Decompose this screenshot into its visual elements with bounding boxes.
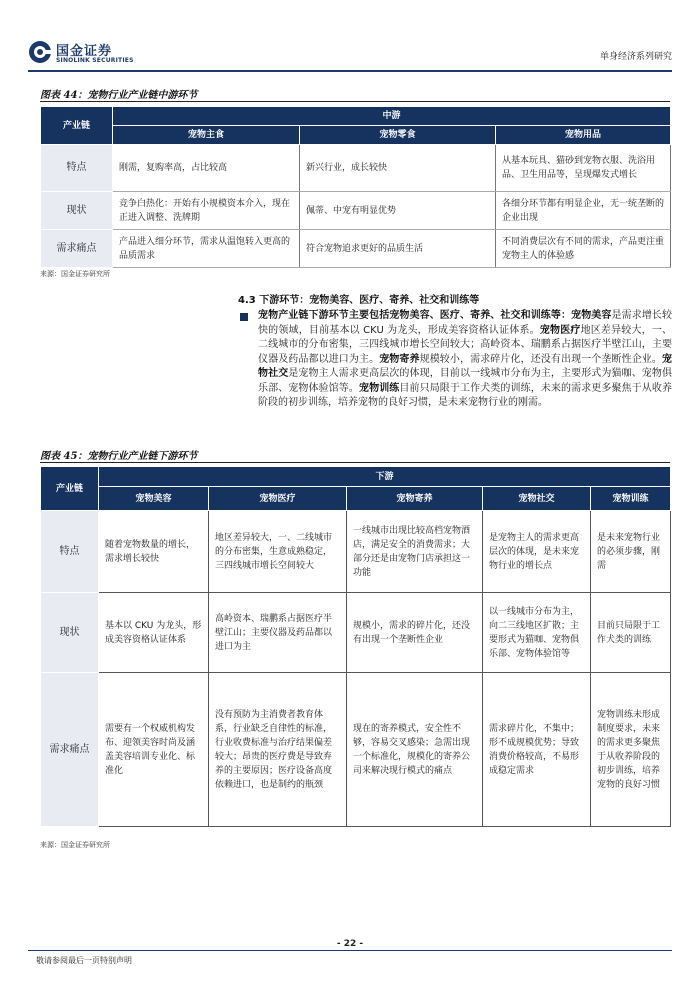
table-cell: 不同消费层次有不同的需求，产品更注重宠物主人的体验感	[496, 230, 671, 268]
body-sentence: 是需求增长较快的领域，目前基本以 CKU 为龙头，形成美容资格认证体系。	[258, 310, 673, 336]
table-corner-header: 产业链	[41, 107, 113, 145]
table-cell: 产品进入细分环节，需求从温饱转入更高的品质需求	[113, 230, 300, 268]
body-sentence: 目前只局限于工作犬类的训练，未来的需求更多聚焦于从收养阶段的初步训练，培养宠物的良好习惯，是未来宠物行业的刚需。	[258, 382, 673, 408]
column-header: 宠物医疗	[209, 487, 347, 511]
table-cell: 没有预防为主消费者教育体系，行业缺乏自律性的标准，行业收费标准与治疗结果偏差较大；昂贵的医疗费是导致弃养的主要原因；医疗设备高度依赖进口，也是制约的瓶颈	[209, 673, 347, 827]
figure-44-source: 来源：国金证券研究所	[40, 270, 110, 278]
table-row	[41, 230, 671, 268]
row-label: 需求痛点	[41, 673, 99, 827]
page-number: - 22 -	[336, 939, 364, 949]
body-sentence: 是宠物主人需求更高层次的体现，目前以一线城市分布为主，主要形式为猫咖、宠物俱乐部、宠物体验馆等。	[258, 368, 673, 394]
column-header: 宠物社交	[483, 487, 591, 511]
bullet-square-icon	[240, 313, 248, 321]
row-label: 需求痛点	[41, 230, 113, 268]
row-label: 特点	[41, 145, 113, 192]
figure-45-title: 图表 45：宠物行业产业链下游环节	[40, 447, 670, 463]
term-pet-boarding: 宠物寄养	[379, 353, 420, 365]
table-cell: 地区差异较大，一、二线城市的分布密集，生意成熟稳定，三四线城市增长空间较大	[209, 511, 347, 593]
table-cell: 是宠物主人的需求更高层次的体现，是未来宠物行业的增长点	[483, 511, 591, 593]
row-label: 现状	[41, 593, 99, 673]
table-cell: 佩蒂、中宠有明显优势	[300, 192, 496, 230]
report-series: 单身经济系列研究	[599, 52, 672, 62]
brand-name-cn: 国金证券	[56, 44, 113, 59]
column-header: 宠物零食	[300, 126, 496, 145]
figure-44-title: 图表 44：宠物行业产业链中游环节	[40, 86, 670, 102]
body-lead: 宠物产业链下游环节主要包括宠物美容、医疗、寄养、社交和训练等：	[258, 310, 572, 321]
column-header: 宠物用品	[496, 126, 671, 145]
table-cell: 随着宠物数量的增长，需求增长较快	[99, 511, 209, 593]
table-cell: 是未来宠物行业的必须步骤，刚需	[591, 511, 671, 593]
sinolink-logo-icon	[28, 40, 52, 64]
term-pet-social: 宠物社交	[258, 353, 673, 379]
table-cell: 竞争白热化：开始有小规模资本介入，现在正进入调整、洗牌期	[113, 192, 300, 230]
table-cell: 需要有一个权威机构发布、迎领美容时尚及涵盖美容培训专业化、标准化	[99, 673, 209, 827]
header-divider	[28, 70, 672, 72]
column-header: 宠物美容	[99, 487, 209, 511]
table-cell: 目前只局限于工作犬类的训练	[591, 593, 671, 673]
table-cell: 从基本玩具、猫砂到宠物衣服、洗浴用品、卫生用品等，呈现爆发式增长	[496, 145, 671, 192]
term-pet-training: 宠物训练	[359, 382, 400, 394]
table-cell: 刚需，复购率高，占比较高	[113, 145, 300, 192]
disclaimer-note: 敬请参阅最后一页特别声明	[36, 956, 132, 965]
page-header	[28, 36, 672, 70]
table-cell: 基本以 CKU 为龙头，形成美容资格认证体系	[99, 593, 209, 673]
table-cell: 高岭资本、瑞鹏系占据医疗半壁江山；主要仪器及药品都以进口为主	[209, 593, 347, 673]
table-cell: 需求碎片化，不集中；形不成规模优势；导致消费价格较高，不易形成稳定需求	[483, 673, 591, 827]
table-cell: 各细分环节都有明显企业，无一统垄断的企业出现	[496, 192, 671, 230]
table-cell: 规模小，需求的碎片化，还没有出现一个垄断性企业	[347, 593, 483, 673]
body-sentence: 规模较小，需求碎片化，还没有出现一个垄断性企业。	[419, 353, 663, 365]
table-cell: 一线城市出现比较高档宠物酒店，满足安全的消费需求；大部分还是由宠物门店承担这一功能	[347, 511, 483, 593]
table-corner-header: 产业链	[41, 467, 99, 511]
column-header: 宠物主食	[113, 126, 300, 145]
column-header: 宠物训练	[591, 487, 671, 511]
table-cell: 宠物训练未形成制度要求，未来的需求更多聚焦于从收养阶段的初步训练，培养宠物的良好习惯	[591, 673, 671, 827]
table-row	[41, 673, 671, 827]
brand-logo	[28, 38, 178, 68]
group-header: 中游	[113, 107, 671, 126]
brand-name-en: SINOLINK SECURITIES	[56, 57, 134, 64]
term-pet-grooming: 宠物美容	[571, 310, 612, 321]
column-header: 宠物寄养	[347, 487, 483, 511]
table-cell: 现在的寄养模式，安全性不够，容易交叉感染；急需出现一个标准化，规模化的寄养公司来解决现行模式的痛点	[347, 673, 483, 827]
table-row	[41, 511, 671, 593]
group-header: 下游	[99, 467, 671, 487]
table-row	[41, 593, 671, 673]
table-row	[41, 192, 671, 230]
table-cell: 符合宠物追求更好的品质生活	[300, 230, 496, 268]
section-body	[258, 309, 672, 411]
figure-44-table	[40, 106, 671, 268]
table-cell: 以一线城市分布为主，向二三线地区扩散；主要形式为猫咖、宠物俱乐部、宠物体验馆等	[483, 593, 591, 673]
row-label: 现状	[41, 192, 113, 230]
term-pet-medical: 宠物医疗	[539, 324, 581, 336]
body-sentence: 地区差异较大，一、二线城市的分布密集，三四线城市增长空间较大；高岭资本、瑞鹏系占据医疗半壁江山，主要仪器及药品都以进口为主。	[258, 324, 673, 365]
figure-45-table	[40, 466, 671, 827]
footer-divider	[28, 950, 672, 951]
figure-45-source: 来源：国金证券研究所	[40, 841, 110, 849]
table-cell: 新兴行业，成长较快	[300, 145, 496, 192]
table-row	[41, 145, 671, 192]
row-label: 特点	[41, 511, 99, 593]
section-heading: 4.3 下游环节：宠物美容、医疗、寄养、社交和训练等	[238, 295, 480, 306]
